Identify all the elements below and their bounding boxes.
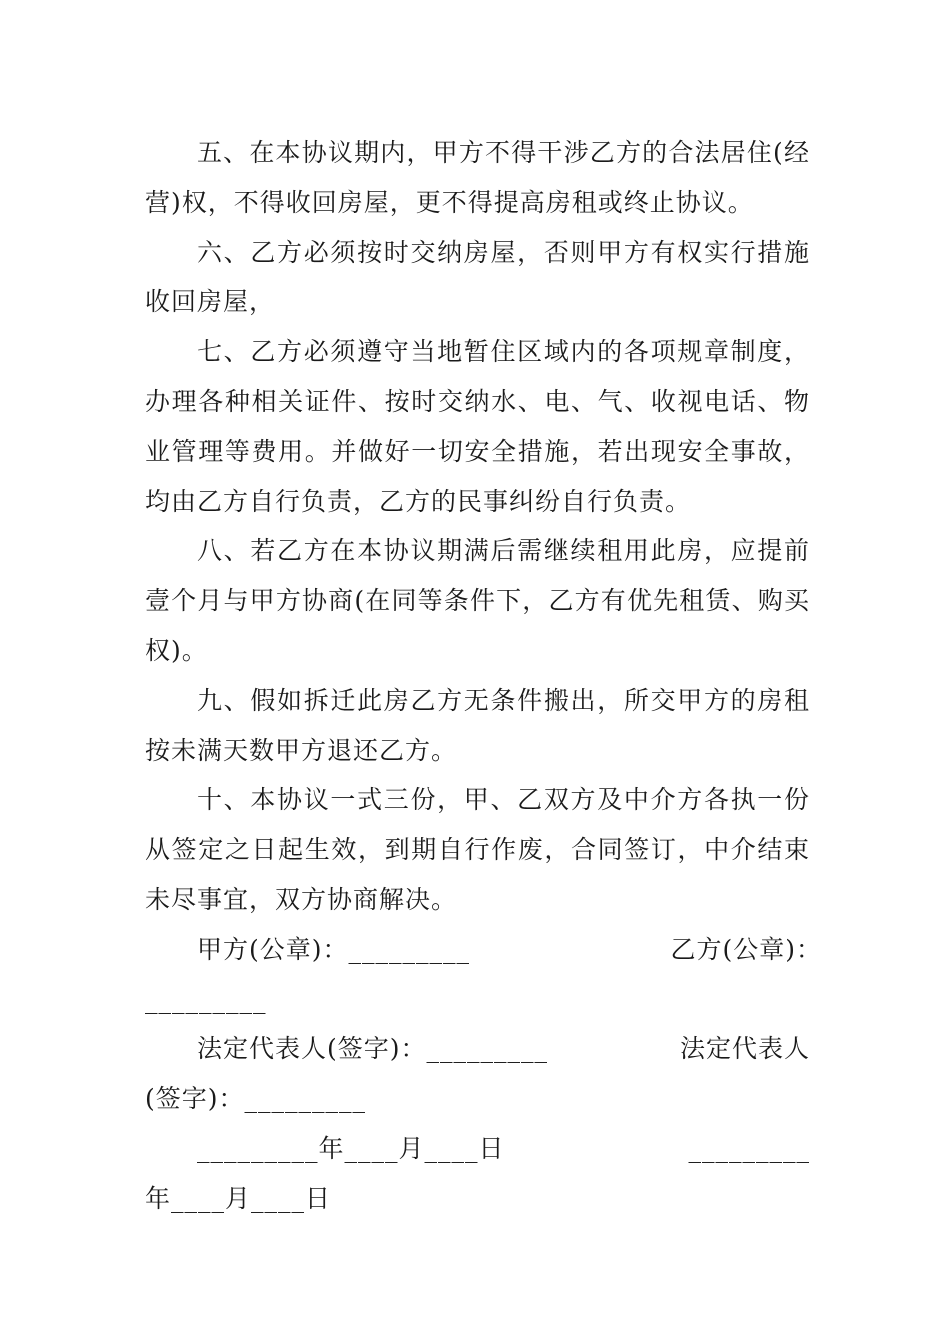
party-b-date-blank: _________	[688, 1133, 810, 1163]
clause-8: 八、若乙方在本协议期满后需继续租用此房，应提前壹个月与甲方协商(在同等条件下，乙方有优先租赁、购买权)。	[145, 536, 810, 665]
clause-10: 十、本协议一式三份，甲、乙双方及中介方各执一份从签定之日起生效，到期自行作废，合同签订，中介结束未尽事宜，双方协商解决。	[145, 785, 810, 914]
signature-seal-row	[145, 925, 822, 975]
document-page	[145, 128, 822, 1224]
clause-6: 六、乙方必须按时交纳房屋，否则甲方有权实行措施收回房屋，	[145, 237, 810, 317]
party-a-seal: 甲方(公章)：_________	[197, 934, 471, 964]
clause-5: 五、在本协议期内，甲方不得干涉乙方的合法居住(经营)权，不得收回房屋，更不得提高房租或终止协议。	[145, 138, 810, 217]
clause-7: 七、乙方必须遵守当地暂住区域内的各项规章制度，办理各种相关证件、按时交纳水、电、气、收视电话、物业管理等费用。并做好一切安全措施，若出现安全事故，均由乙方自行负责，乙方的民事纠纷自行负责。	[145, 337, 810, 516]
party-b-date-cont: 年____月____日	[145, 1183, 332, 1213]
party-b-rep-cont: (签字)：_________	[145, 1084, 367, 1114]
signature-date-row	[145, 1124, 810, 1174]
party-b-seal: 乙方(公章)：	[670, 934, 822, 964]
clause-9: 九、假如拆迁此房乙方无条件搬出，所交甲方的房租按未满天数甲方退还乙方。	[145, 685, 810, 765]
signature-rep-row	[145, 1024, 810, 1074]
party-a-rep: 法定代表人(签字)：_________	[197, 1034, 549, 1064]
party-a-date: _________年____月____日	[197, 1133, 505, 1163]
party-b-seal-blank: _________	[145, 984, 267, 1014]
party-b-rep: 法定代表人	[679, 1034, 810, 1064]
